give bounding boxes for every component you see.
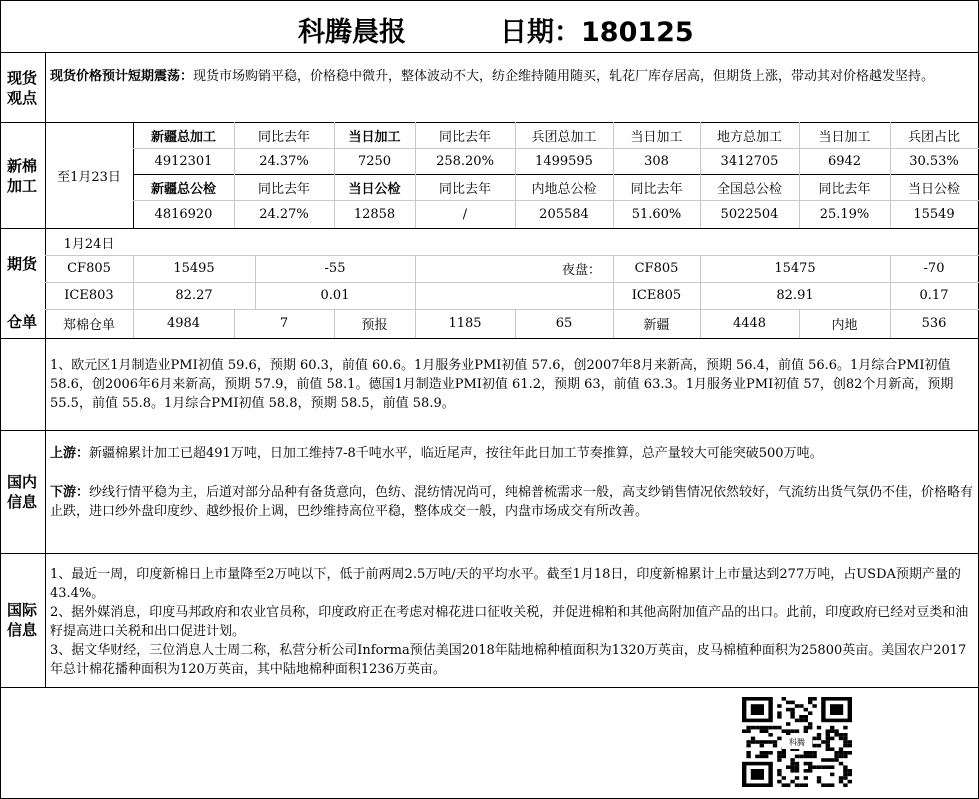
processing-label: 新棉加工 (6, 157, 37, 195)
futures-contract: ICE803 (64, 288, 114, 303)
spot-text (50, 67, 975, 86)
futures-contract: CF805 (67, 261, 111, 276)
qr-code (742, 697, 852, 787)
divider (0, 338, 979, 339)
report-date: 日期：180125 (500, 17, 694, 48)
warehouse-cell: 预报 (361, 318, 388, 333)
downstream-heading: 下游： (50, 485, 90, 500)
processing-cell: 1499595 (535, 153, 593, 169)
processing-cell: 12858 (353, 206, 396, 222)
warehouse-cell: 4984 (166, 316, 201, 331)
report-title: 科腾晨报 (298, 17, 406, 48)
night-contract: ICE805 (631, 288, 682, 303)
night-price: 82.91 (776, 288, 814, 303)
spot-heading: 现货价格预计短期震荡： (50, 69, 194, 84)
futures-price: 82.27 (175, 288, 213, 303)
warehouse-cell: 4448 (732, 316, 767, 331)
frame-top (0, 0, 979, 1)
futures-change: 0.01 (320, 288, 350, 303)
divider (0, 687, 979, 688)
processing-cell: 24.37% (259, 153, 309, 169)
processing-cell: 同比去年 (818, 181, 871, 197)
processing-cell: 兵团总加工 (531, 129, 597, 145)
processing-cell: 25.19% (819, 206, 870, 222)
warehouse-cell: 新疆 (643, 318, 670, 333)
processing-cell: 同比去年 (257, 181, 310, 197)
night-contract: CF805 (634, 261, 679, 276)
processing-cell: 当日公检 (907, 181, 960, 197)
processing-cell: 地方总加工 (716, 129, 782, 145)
domestic-downstream (50, 483, 975, 521)
divider (0, 430, 979, 431)
upstream-body: 新疆棉累计加工已超491万吨，日加工维持7-8千吨水平，临近尾声，按往年此日加工节奏推算，总产量较大可能突破500万吨。 (89, 446, 823, 461)
international-list (50, 565, 975, 679)
processing-cell: / (462, 206, 468, 222)
processing-cell: 同比去年 (257, 129, 310, 145)
processing-cell: 258.20% (436, 153, 494, 169)
divider (0, 553, 979, 554)
futures-change: -55 (324, 261, 346, 276)
warehouse-cell: 内地 (831, 318, 858, 333)
report-header (0, 0, 979, 52)
night-price: 15475 (774, 261, 816, 276)
warehouse-cell: 1185 (448, 316, 482, 331)
processing-cell: 同比去年 (438, 129, 491, 145)
divider (0, 52, 979, 53)
processing-cell: 4816920 (154, 206, 213, 222)
warehouse-cell: 7 (279, 316, 289, 331)
processing-cell: 15549 (913, 206, 955, 222)
spot-body: 现货市场购销平稳，价格稳中微升，整体波动不大，纺企维持随用随买，轧花厂库存居高，但期货上涨，带动其对价格越发坚持。 (193, 69, 935, 84)
night-change: -70 (923, 261, 945, 276)
domestic-label: 国内信息 (6, 473, 37, 511)
processing-cell: 308 (644, 153, 669, 169)
processing-cell: 同比去年 (630, 181, 683, 197)
processing-cell: 新疆总加工 (150, 129, 216, 145)
night-session-label: 夜盘： (561, 263, 601, 278)
international-item: 3、据文华财经，三位消息人士周二称，私营分析公司Informa预估美国2018年陆地棉种植面积为1320万英亩，皮马棉植种面积为25800英亩。美国农户2017年总计棉花播种面积为120万英亩，其中陆地棉种面积1236万英亩。 (50, 643, 967, 677)
processing-cell: 新疆总公检 (150, 181, 216, 197)
processing-cell: 30.53% (909, 153, 959, 169)
domestic-upstream (50, 444, 975, 463)
processing-cell: 6942 (827, 153, 862, 169)
macro-text: 1、欧元区1月制造业PMI初值 59.6，预期 60.3，前值 60.6。1月服务业PMI初值 57.6，创2007年8月来新高，预期 56.4，前值 56.6。1月综合PMI初值 58.6，创2006年6月来新高，预期 57.9，前值 58.1。德国1月制造业PMI初值 61.2，预期 63，前值 63.3。1月服务业PMI初值 57，创82个月新高，预期 55.5，前值 55.8。1月综合PMI初值 58.8，预期 58.5，前值 58.9。 (50, 358, 954, 411)
international-item: 1、最近一周，印度新棉日上市量降至2万吨以下，低于前两周2.5万吨/天的平均水平。截至1月18日，印度新棉累计上市量达到277万吨，占USDA预期产量的43.4%。 (50, 567, 961, 601)
futures-label: 期货 (6, 255, 37, 273)
upstream-heading: 上游： (50, 446, 90, 461)
warehouse-label: 仓单 (6, 313, 37, 331)
night-change: 0.17 (919, 288, 949, 303)
processing-cell: 当日加工 (818, 129, 871, 145)
processing-cell: 当日公检 (348, 181, 401, 197)
processing-cell: 51.60% (631, 206, 682, 222)
processing-cell: 4912301 (154, 153, 213, 169)
processing-cell: 205584 (539, 206, 589, 222)
futures-date: 1月24日 (63, 236, 115, 252)
warehouse-cell: 65 (555, 316, 573, 331)
processing-cell: 5022504 (720, 206, 779, 222)
downstream-body: 纱线行情平稳为主，后道对部分品种有备货意向，色纺、混纺情况尚可，纯棉普梳需求一般，高支纱销售情况依然较好，气流纺出货气氛仍不佳，价格略有止跌，进口纱外盘印度纱、越纱报价上调，巴纱维持高位平稳，整体成交一般，内盘市场成交有所改善。 (50, 485, 974, 519)
international-label: 国际信息 (6, 601, 37, 639)
spot-label: 现货观点 (6, 69, 37, 107)
processing-cell: 7250 (357, 153, 392, 169)
warehouse-cell: 郑棉仓单 (62, 318, 115, 333)
processing-cell: 当日加工 (630, 129, 683, 145)
processing-cell: 3412705 (720, 153, 779, 169)
international-item: 2、据外媒消息，印度马邦政府和农业官员称，印度政府正在考虑对棉花进口征收关税，并促进棉粕和其他高附加值产品的出口。此前，印度政府已经对豆类和油籽提高进口关税和出口促进计划。 (50, 605, 969, 639)
futures-price: 15495 (173, 261, 215, 276)
processing-date: 至1月23日 (57, 169, 121, 185)
processing-cell: 内地总公检 (531, 181, 597, 197)
processing-cell: 24.27% (259, 206, 309, 222)
qr-caption: 科腾 (782, 735, 812, 749)
processing-cell: 当日加工 (348, 129, 401, 145)
frame-left (0, 0, 1, 799)
processing-cell: 同比去年 (438, 181, 491, 197)
warehouse-cell: 536 (921, 316, 947, 331)
processing-cell: 兵团占比 (907, 129, 960, 145)
processing-cell: 全国总公检 (716, 181, 782, 197)
divider (0, 228, 979, 229)
